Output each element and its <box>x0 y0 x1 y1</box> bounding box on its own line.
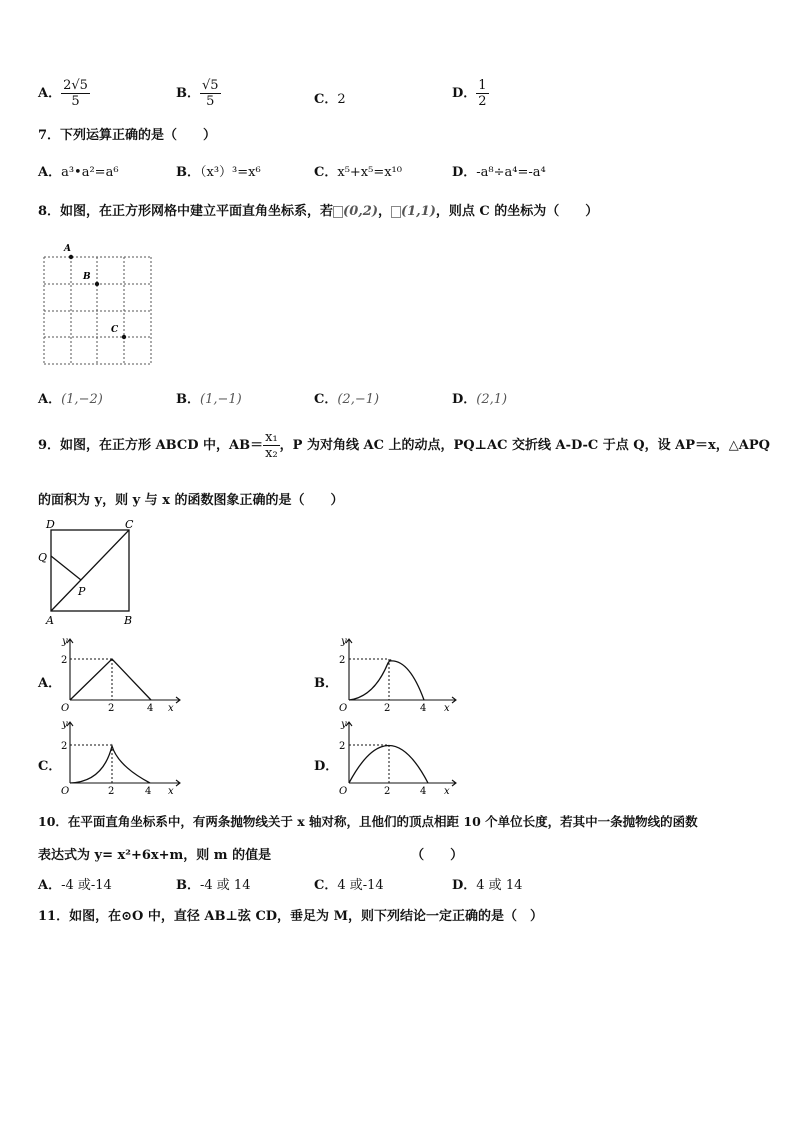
q10-option-a: A．-4 或-14 <box>38 878 112 893</box>
point-a-label: A <box>64 244 71 254</box>
origin-label: O <box>61 703 70 714</box>
q8-stem: 8．如图，在正方形网格中建立平面直角坐标系，若 (0,2)， (1,1)，则点 C 的坐标为（ ） <box>38 204 599 219</box>
missing-glyph-icon <box>391 206 401 218</box>
q6-option-c <box>314 88 346 107</box>
grid-lines <box>44 257 151 364</box>
q7-option-a: A．a³•a²=a⁶ <box>38 165 119 180</box>
y-tick-label: 2 <box>339 655 346 666</box>
point-b <box>95 282 99 286</box>
x-tick-4: 4 <box>147 703 154 714</box>
q10-stem-line1: 10．在平面直角坐标系中，有两条抛物线关于 x 轴对称，且他们的顶点相距 10 个单位长度，若其中一条抛物线的函数 <box>38 814 698 829</box>
y-label: y <box>62 636 68 647</box>
q9-stem-line1: 9．如图，在正方形 ABCD 中，AB＝ $\frac{\text{x₁}}{\text{x₂}}$ ，P 为对角线 AC 上的动点，PQ⊥AC 交折线 A-D-C 于点 Q，设 AP＝x，△APQ <box>38 430 770 461</box>
point-c-label: C <box>111 325 119 335</box>
label-b: B <box>124 614 133 627</box>
q8-grid-figure <box>36 240 158 370</box>
point-c <box>122 335 126 339</box>
fraction: $\frac{\text{x₁}}{\text{x₂}}$ <box>265 430 278 461</box>
x-label: x <box>444 703 450 714</box>
q8-option-a: A．(1,−2) <box>38 392 103 407</box>
origin-label: O <box>339 703 348 714</box>
x-tick-4: 4 <box>420 786 427 797</box>
y-label: y <box>62 719 68 730</box>
q7-option-c: C．x⁵+x⁵=x¹⁰ <box>314 165 402 180</box>
q7-stem: 7．下列运算正确的是（ ） <box>38 128 217 143</box>
option-label: A． <box>38 86 62 101</box>
y-label: y <box>341 636 347 647</box>
q9-graph-a <box>58 633 188 715</box>
option-label: C． <box>314 92 338 107</box>
y-tick-label: 2 <box>339 741 346 752</box>
q9-option-b: B． <box>314 676 338 691</box>
origin-label: O <box>61 786 70 797</box>
segment-pq <box>51 556 81 580</box>
y-tick-label: 2 <box>61 741 68 752</box>
q9-stem-line2: 的面积为 y，则 y 与 x 的函数图象正确的是（ ） <box>38 493 344 508</box>
q9-option-a: A． <box>38 676 62 691</box>
q9-graph-d <box>334 716 464 798</box>
point-a <box>69 255 73 259</box>
missing-glyph-icon <box>333 206 343 218</box>
q8-option-d: D．(2,1) <box>452 392 508 407</box>
label-p: P <box>78 585 86 598</box>
x-label: x <box>444 786 450 797</box>
label-d: D <box>46 518 55 531</box>
x-tick-2: 2 <box>108 703 115 714</box>
q9-option-d: D． <box>314 759 339 774</box>
q10-option-c: C．4 或-14 <box>314 878 384 893</box>
x-tick-2: 2 <box>384 786 391 797</box>
fraction: $\frac{2√5}{5}$ <box>63 78 88 109</box>
option-value: 2 <box>337 92 346 107</box>
y-label: y <box>341 719 347 730</box>
graph-curve <box>70 659 151 700</box>
x-label: x <box>168 703 174 714</box>
x-tick-4: 4 <box>420 703 427 714</box>
q7-option-d: D．-a⁸÷a⁴=-a⁴ <box>452 165 546 180</box>
graph-curve <box>349 660 424 700</box>
label-a: A <box>46 614 54 627</box>
q9-square-figure <box>30 515 150 630</box>
x-tick-4: 4 <box>145 786 152 797</box>
label-c: C <box>125 518 134 531</box>
x-tick-2: 2 <box>108 786 115 797</box>
x-tick-2: 2 <box>384 703 391 714</box>
graph-curve <box>70 746 150 783</box>
fraction: $\frac{1}{2}$ <box>478 78 487 109</box>
option-label: B． <box>176 86 200 101</box>
origin-label: O <box>339 786 348 797</box>
q8-option-b: B．(1,−1) <box>176 392 242 407</box>
fraction: $\frac{√5}{5}$ <box>202 78 219 109</box>
q9-graph-c <box>58 716 188 798</box>
y-tick-label: 2 <box>61 655 68 666</box>
diagonal-ac <box>51 530 129 611</box>
q6-option-d <box>452 78 489 109</box>
point-b-label: B <box>83 272 91 282</box>
q9-option-c: C． <box>38 759 62 774</box>
option-label: D． <box>452 86 477 101</box>
label-q: Q <box>38 551 48 564</box>
q10-option-d: D．4 或 14 <box>452 878 523 893</box>
q10-stem-line2: 表达式为 y= x²+6x+m，则 m 的值是 （ ） <box>38 848 464 863</box>
q6-option-a <box>38 78 90 109</box>
x-label: x <box>168 786 174 797</box>
q8-option-c: C．(2,−1) <box>314 392 380 407</box>
q7-option-b: B．（x³）³=x⁶ <box>176 165 261 180</box>
q10-option-b: B．-4 或 14 <box>176 878 251 893</box>
q6-option-b <box>176 78 221 109</box>
q9-graph-b <box>334 633 464 715</box>
q11-stem: 11．如图，在⊙O 中，直径 AB⊥弦 CD，垂足为 M，则下列结论一定正确的是（ ） <box>38 909 543 924</box>
